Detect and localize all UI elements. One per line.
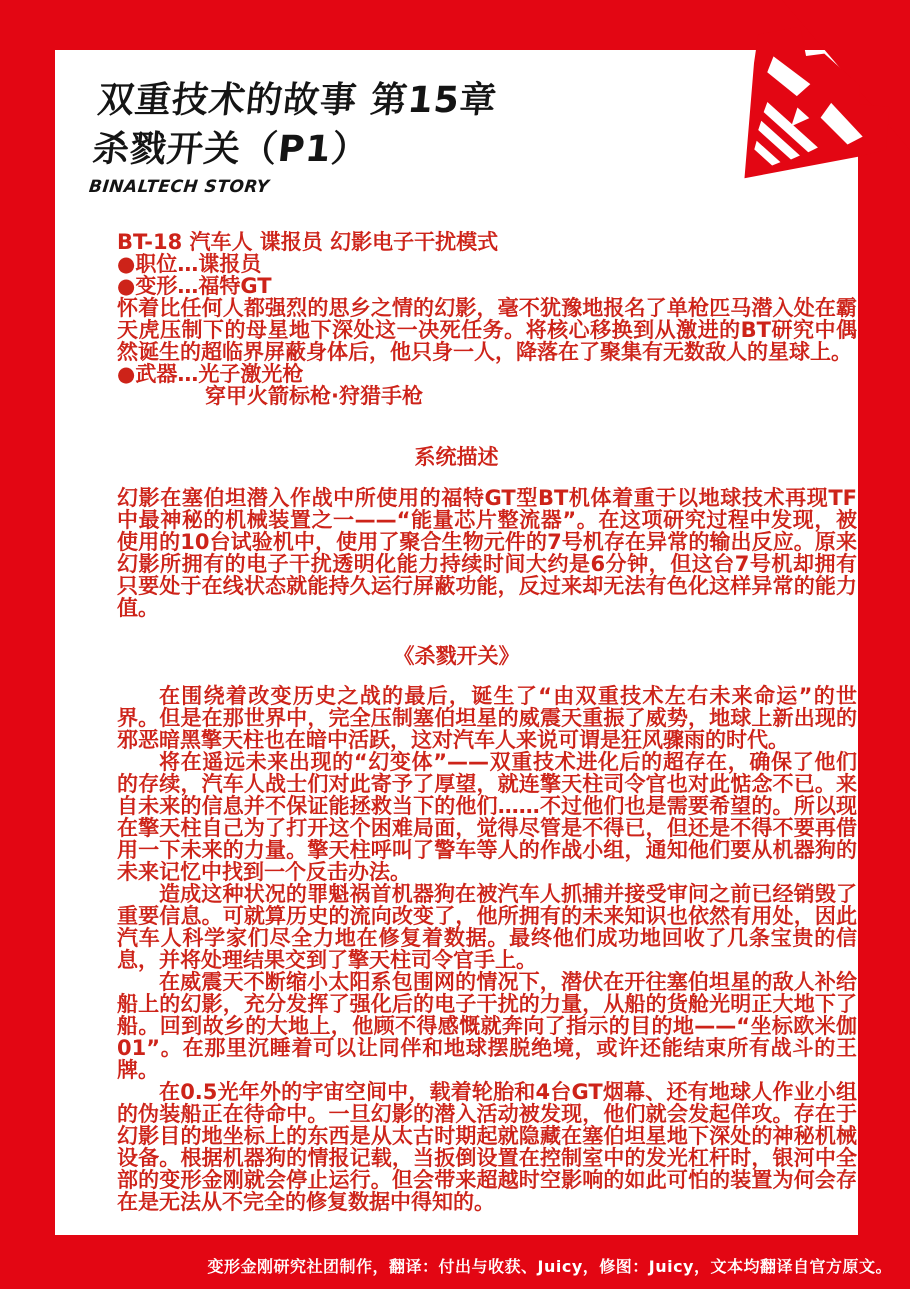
- character-profile-section: [117, 231, 857, 407]
- profile-transform-line: ●变形…福特GT: [117, 274, 272, 298]
- story-paragraph: 将在遥远未来出现的“幻变体”——双重技术进化后的超存在，确保了他们的存续，汽车人战士们对此寄予了厚望，就连擎天柱司令官也对此惦念不已。来自未来的信息并不保证能拯救当下的他们……不过他们也是需要希望的。所以现在擎天柱自己为了打开这个困难局面，觉得尽管是不得已，但还是不得不要再借用一下未来的力量。擎天柱呼叫了警车等人的作战小组，通知他们要从机器狗的未来记忆中找到一个反击办法。: [117, 750, 857, 884]
- story-paragraph: 造成这种状况的罪魁祸首机器狗在被汽车人抓捕并接受审问之前已经销毁了重要信息。可就算历史的流向改变了，他所拥有的未来知识也依然有用处，因此汽车人科学家们尽全力地在修复着数据。最终他们成功地回收了几条宝贵的信息，并将处理结果交到了擎天柱司令官手上。: [117, 882, 857, 972]
- title-block: [88, 76, 499, 197]
- story-paragraph: 在0.5光年外的宇宙空间中，载着轮胎和4台GT烟幕、还有地球人作业小组的伪装船正在待命中。一旦幻影的潜入活动被发现，他们就会发起佯攻。存在于幻影目的地坐标上的东西是从太古时期起就隐藏在塞伯坦星地下深处的神秘机械设备。根据机器狗的情报记载，当扳倒设置在控制室中的发光杠杆时，银河中全部的变形金刚就会停止运行。但会带来超越时空影响的如此可怕的装置为何会存在是无法从不完全的修复数据中得知的。: [117, 1080, 857, 1214]
- system-section-body: 幻影在塞伯坦潜入作战中所使用的福特GT型BT机体着重于以地球技术再现TF中最神秘的机械装置之一——“能量芯片整流器”。在这项研究过程中发现，被使用的10台试验机中，使用了聚合生物元件的7号机存在异常的输出反应。原来幻影所拥有的电子干扰透明化能力持续时间大约是6分钟，但这台7号机却拥有只要处于在线状态就能持久运行屏蔽功能，反过来却无法有色化这样异常的能力值。: [117, 486, 857, 620]
- profile-intro-text: 怀着比任何人都强烈的思乡之情的幻影，毫不犹豫地报名了单枪匹马潜入处在霸天虎压制下的母星地下深处这一决死任务。将核心移换到从激进的BT研究中偶然诞生的超临界屏蔽身体后，他只身一人，降落在了聚集有无数敌人的星球上。: [117, 296, 857, 364]
- story-section-body: [117, 685, 857, 1213]
- system-section-heading: 系统描述: [414, 445, 499, 469]
- profile-position-line: ●职位…谍报员: [117, 252, 262, 276]
- profile-weapon-line1: ●武器…光子激光枪: [117, 362, 304, 386]
- story-section-heading: 《杀戮开关》: [393, 644, 520, 668]
- credits-footer: 变形金刚研究社团制作，翻译：付出与收获、Juicy，修图：Juicy，文本均翻译自官方原文。: [207, 1257, 892, 1276]
- autobot-insignia-icon: [670, 0, 910, 250]
- page-subtitle: BINALTECH STORY: [88, 177, 271, 197]
- profile-weapon-line2: 穿甲火箭标枪·狩猎手枪: [205, 384, 423, 408]
- profile-header-line: BT-18 汽车人 谍报员 幻影电子干扰模式: [117, 230, 499, 254]
- story-paragraph: 在围绕着改变历史之战的最后，诞生了“由双重技术左右未来命运”的世界。但是在那世界中，完全压制塞伯坦星的威震天重振了威势，地球上新出现的邪恶暗黑擎天柱也在暗中活跃，这对汽车人来说可谓是狂风骤雨的时代。: [117, 684, 857, 752]
- page-title-line1: 双重技术的故事 第15章: [95, 80, 499, 121]
- story-paragraph: 在威震天不断缩小太阳系包围网的情况下，潜伏在开往塞伯坦星的敌人补给船上的幻影，充分发挥了强化后的电子干扰的力量，从船的货舱光明正大地下了船。回到故乡的大地上，他顾不得感慨就奔向了指示的目的地——“坐标欧米伽01”。在那里沉睡着可以让同伴和地球摆脱绝境，或许还能结束所有战斗的王牌。: [117, 970, 857, 1082]
- page-title-line2: 杀戮开关（P1）: [90, 129, 371, 170]
